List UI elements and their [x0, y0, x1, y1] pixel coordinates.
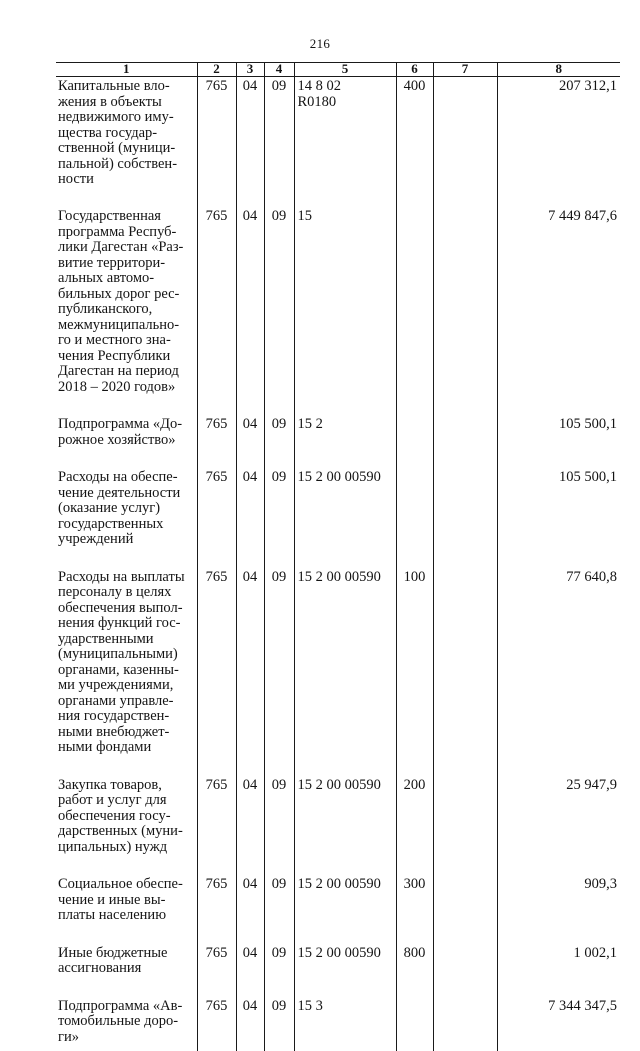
table-row [56, 776, 620, 876]
item-name-line: Иные бюджетные [58, 946, 194, 962]
target-article-line: 15 2 [298, 417, 393, 433]
table-row [56, 997, 620, 1051]
column-7-cell [433, 77, 497, 208]
section-code-cell: 04 [236, 568, 264, 776]
item-name-line: платы населению [58, 908, 194, 924]
target-article-line: 15 2 00 00590 [298, 946, 393, 962]
item-name-line: ными внебюджет- [58, 725, 194, 741]
item-name-line: работ и услуг для [58, 793, 194, 809]
item-name-line: Подпрограмма «Ав- [58, 999, 194, 1015]
expense-type-cell [396, 415, 433, 468]
target-article-cell [294, 875, 396, 944]
item-name-line: персоналу в целях [58, 585, 194, 601]
item-name-cell [56, 207, 197, 415]
section-code-cell: 04 [236, 207, 264, 415]
item-name-line: альных автомо- [58, 271, 194, 287]
target-article-line: 15 3 [298, 999, 393, 1015]
ministry-code-cell: 765 [197, 875, 236, 944]
target-article-line: 15 [298, 209, 393, 225]
ministry-code-cell: 765 [197, 77, 236, 208]
page-number: 216 [0, 36, 640, 52]
item-name-line: го и местного зна- [58, 333, 194, 349]
table-row [56, 875, 620, 944]
item-name-cell [56, 468, 197, 568]
amount-cell: 909,3 [497, 875, 620, 944]
item-name-line: ми учреждениями, [58, 678, 194, 694]
item-name-line: ги» [58, 1030, 194, 1046]
target-article-cell [294, 415, 396, 468]
item-name-line: Капитальные вло- [58, 79, 194, 95]
item-name-line: ственной (муници- [58, 141, 194, 157]
ministry-code-cell: 765 [197, 468, 236, 568]
header-col-1: 1 [56, 63, 197, 77]
item-name-line: Расходы на обеспе- [58, 470, 194, 486]
target-article-line: 15 2 00 00590 [298, 877, 393, 893]
header-row [56, 63, 620, 77]
ministry-code-cell: 765 [197, 207, 236, 415]
column-7-cell [433, 997, 497, 1051]
target-article-cell [294, 468, 396, 568]
amount-cell: 207 312,1 [497, 77, 620, 208]
header-col-7: 7 [433, 63, 497, 77]
section-code-cell: 04 [236, 875, 264, 944]
item-name-line: недвижимого иму- [58, 110, 194, 126]
expense-type-cell: 800 [396, 944, 433, 997]
amount-cell: 7 344 347,5 [497, 997, 620, 1051]
item-name-line: обеспечения выпол- [58, 601, 194, 617]
item-name-line: ударственными [58, 632, 194, 648]
target-article-line: 15 2 00 00590 [298, 570, 393, 586]
expense-type-cell [396, 207, 433, 415]
target-article-cell [294, 207, 396, 415]
item-name-line: чение деятельности [58, 486, 194, 502]
amount-cell: 77 640,8 [497, 568, 620, 776]
item-name-line: томобильные доро- [58, 1014, 194, 1030]
target-article-cell [294, 568, 396, 776]
item-name-cell [56, 415, 197, 468]
item-name-line: ния государствен- [58, 709, 194, 725]
amount-cell: 1 002,1 [497, 944, 620, 997]
ministry-code-cell: 765 [197, 776, 236, 876]
subsection-code-cell: 09 [264, 568, 294, 776]
column-7-cell [433, 875, 497, 944]
item-name-line: пальной) собствен- [58, 157, 194, 173]
table-row [56, 468, 620, 568]
column-7-cell [433, 207, 497, 415]
target-article-line: 15 2 00 00590 [298, 778, 393, 794]
expense-type-cell: 400 [396, 77, 433, 208]
item-name-cell [56, 568, 197, 776]
subsection-code-cell: 09 [264, 468, 294, 568]
column-7-cell [433, 415, 497, 468]
item-name-line: учреждений [58, 532, 194, 548]
header-col-6: 6 [396, 63, 433, 77]
header-col-3: 3 [236, 63, 264, 77]
table-row [56, 944, 620, 997]
expense-type-cell: 100 [396, 568, 433, 776]
item-name-cell [56, 997, 197, 1051]
item-name-line: органами, казенны- [58, 663, 194, 679]
item-name-line: ассигнования [58, 961, 194, 977]
item-name-line: витие территори- [58, 256, 194, 272]
item-name-line: программа Респуб- [58, 225, 194, 241]
item-name-line: ными фондами [58, 740, 194, 756]
item-name-line: ципальных) нужд [58, 840, 194, 856]
amount-cell: 105 500,1 [497, 468, 620, 568]
subsection-code-cell: 09 [264, 944, 294, 997]
table-row [56, 207, 620, 415]
section-code-cell: 04 [236, 776, 264, 876]
amount-cell: 7 449 847,6 [497, 207, 620, 415]
header-col-8: 8 [497, 63, 620, 77]
item-name-line: государственных [58, 517, 194, 533]
header-col-2: 2 [197, 63, 236, 77]
item-name-cell [56, 875, 197, 944]
item-name-line: межмуниципально- [58, 318, 194, 334]
item-name-line: щества государ- [58, 126, 194, 142]
subsection-code-cell: 09 [264, 776, 294, 876]
table-row [56, 415, 620, 468]
item-name-line: публиканского, [58, 302, 194, 318]
item-name-line: Закупка товаров, [58, 778, 194, 794]
ministry-code-cell: 765 [197, 568, 236, 776]
item-name-line: чение и иные вы- [58, 893, 194, 909]
item-name-line: Государственная [58, 209, 194, 225]
item-name-cell [56, 77, 197, 208]
subsection-code-cell: 09 [264, 415, 294, 468]
item-name-cell [56, 944, 197, 997]
item-name-line: органами управле- [58, 694, 194, 710]
item-name-line: Социальное обеспе- [58, 877, 194, 893]
section-code-cell: 04 [236, 415, 264, 468]
item-name-line: дарственных (муни- [58, 824, 194, 840]
target-article-cell [294, 944, 396, 997]
table-row [56, 77, 620, 208]
item-name-line: 2018 – 2020 годов» [58, 380, 194, 396]
item-name-line: рожное хозяйство» [58, 433, 194, 449]
expense-type-cell: 300 [396, 875, 433, 944]
amount-cell: 105 500,1 [497, 415, 620, 468]
column-7-cell [433, 468, 497, 568]
item-name-line: ности [58, 172, 194, 188]
expense-type-cell [396, 997, 433, 1051]
subsection-code-cell: 09 [264, 207, 294, 415]
target-article-line: R0180 [298, 95, 393, 111]
header-col-4: 4 [264, 63, 294, 77]
item-name-line: Дагестан на период [58, 364, 194, 380]
item-name-line: (оказание услуг) [58, 501, 194, 517]
subsection-code-cell: 09 [264, 77, 294, 208]
subsection-code-cell: 09 [264, 997, 294, 1051]
section-code-cell: 04 [236, 77, 264, 208]
target-article-cell [294, 776, 396, 876]
item-name-line: (муниципальными) [58, 647, 194, 663]
ministry-code-cell: 765 [197, 944, 236, 997]
section-code-cell: 04 [236, 997, 264, 1051]
section-code-cell: 04 [236, 944, 264, 997]
expense-type-cell: 200 [396, 776, 433, 876]
table-row [56, 568, 620, 776]
item-name-line: лики Дагестан «Раз- [58, 240, 194, 256]
item-name-line: обеспечения госу- [58, 809, 194, 825]
column-7-cell [433, 776, 497, 876]
column-7-cell [433, 568, 497, 776]
target-article-line: 15 2 00 00590 [298, 470, 393, 486]
item-name-line: Расходы на выплаты [58, 570, 194, 586]
item-name-cell [56, 776, 197, 876]
item-name-line: Подпрограмма «До- [58, 417, 194, 433]
item-name-line: чения Республики [58, 349, 194, 365]
ministry-code-cell: 765 [197, 997, 236, 1051]
table-header [56, 63, 620, 77]
header-col-5: 5 [294, 63, 396, 77]
item-name-line: бильных дорог рес- [58, 287, 194, 303]
target-article-cell [294, 997, 396, 1051]
target-article-line: 14 8 02 [298, 79, 393, 95]
item-name-line: жения в объекты [58, 95, 194, 111]
section-code-cell: 04 [236, 468, 264, 568]
item-name-line: нения функций гос- [58, 616, 194, 632]
ministry-code-cell: 765 [197, 415, 236, 468]
expense-type-cell [396, 468, 433, 568]
budget-table [56, 62, 620, 1051]
subsection-code-cell: 09 [264, 875, 294, 944]
target-article-cell [294, 77, 396, 208]
amount-cell: 25 947,9 [497, 776, 620, 876]
column-7-cell [433, 944, 497, 997]
